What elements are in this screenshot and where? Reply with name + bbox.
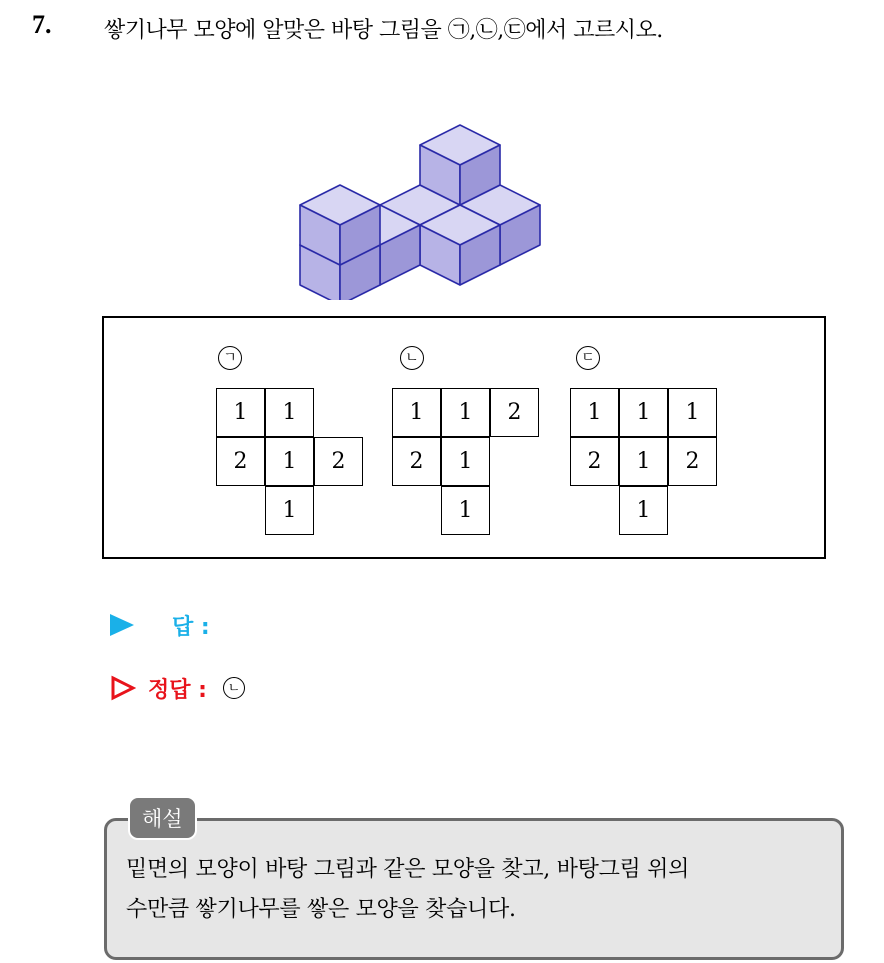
- question-number: 7.: [32, 10, 52, 39]
- grid-cell: 2: [490, 388, 539, 437]
- explanation-box: [104, 818, 844, 960]
- correct-answer-value: ㄴ: [223, 677, 245, 699]
- cube-stack: [300, 125, 540, 300]
- grid-cell: 1: [441, 486, 490, 535]
- grid-cell: 1: [619, 437, 668, 486]
- correct-answer-row: [110, 672, 245, 704]
- grid-cell: 1: [668, 388, 717, 437]
- grid-cell: 1: [441, 388, 490, 437]
- stacked-cubes-figure: [0, 0, 884, 300]
- answer-label: 답 :: [172, 614, 210, 640]
- explanation-line-2: 수만큼 쌓기나무를 쌓은 모양을 찾습니다.: [126, 897, 516, 922]
- outline-play-icon: [110, 675, 136, 701]
- grid-cell: 2: [570, 437, 619, 486]
- grid-cell: 1: [392, 388, 441, 437]
- grid-cell: 2: [392, 437, 441, 486]
- grid-cell: 2: [668, 437, 717, 486]
- play-icon: [110, 614, 134, 636]
- grid-cell: 2: [216, 437, 265, 486]
- explanation-tag: 해설: [128, 796, 197, 840]
- grid-cell: 1: [441, 437, 490, 486]
- option-b-label: ㄴ: [400, 346, 424, 370]
- grid-cell: 1: [265, 437, 314, 486]
- answer-row: [110, 610, 210, 640]
- grid-cell: 1: [619, 388, 668, 437]
- option-a-label: ㄱ: [218, 346, 242, 370]
- grid-cell: 1: [570, 388, 619, 437]
- correct-answer-label: 정답 :: [148, 677, 207, 703]
- grid-cell: 1: [216, 388, 265, 437]
- question-text: 쌓기나무 모양에 알맞은 바탕 그림을 ㉠,㉡,㉢에서 고르시오.: [104, 18, 663, 43]
- grid-cell: 1: [619, 486, 668, 535]
- grid-cell: 1: [265, 486, 314, 535]
- grid-cell: 1: [265, 388, 314, 437]
- options-box: [102, 316, 826, 559]
- option-c-label: ㄷ: [576, 346, 600, 370]
- grid-cell: 2: [314, 437, 363, 486]
- explanation-line-1: 밑면의 모양이 바탕 그림과 같은 모양을 찾고, 바탕그림 위의: [126, 857, 690, 882]
